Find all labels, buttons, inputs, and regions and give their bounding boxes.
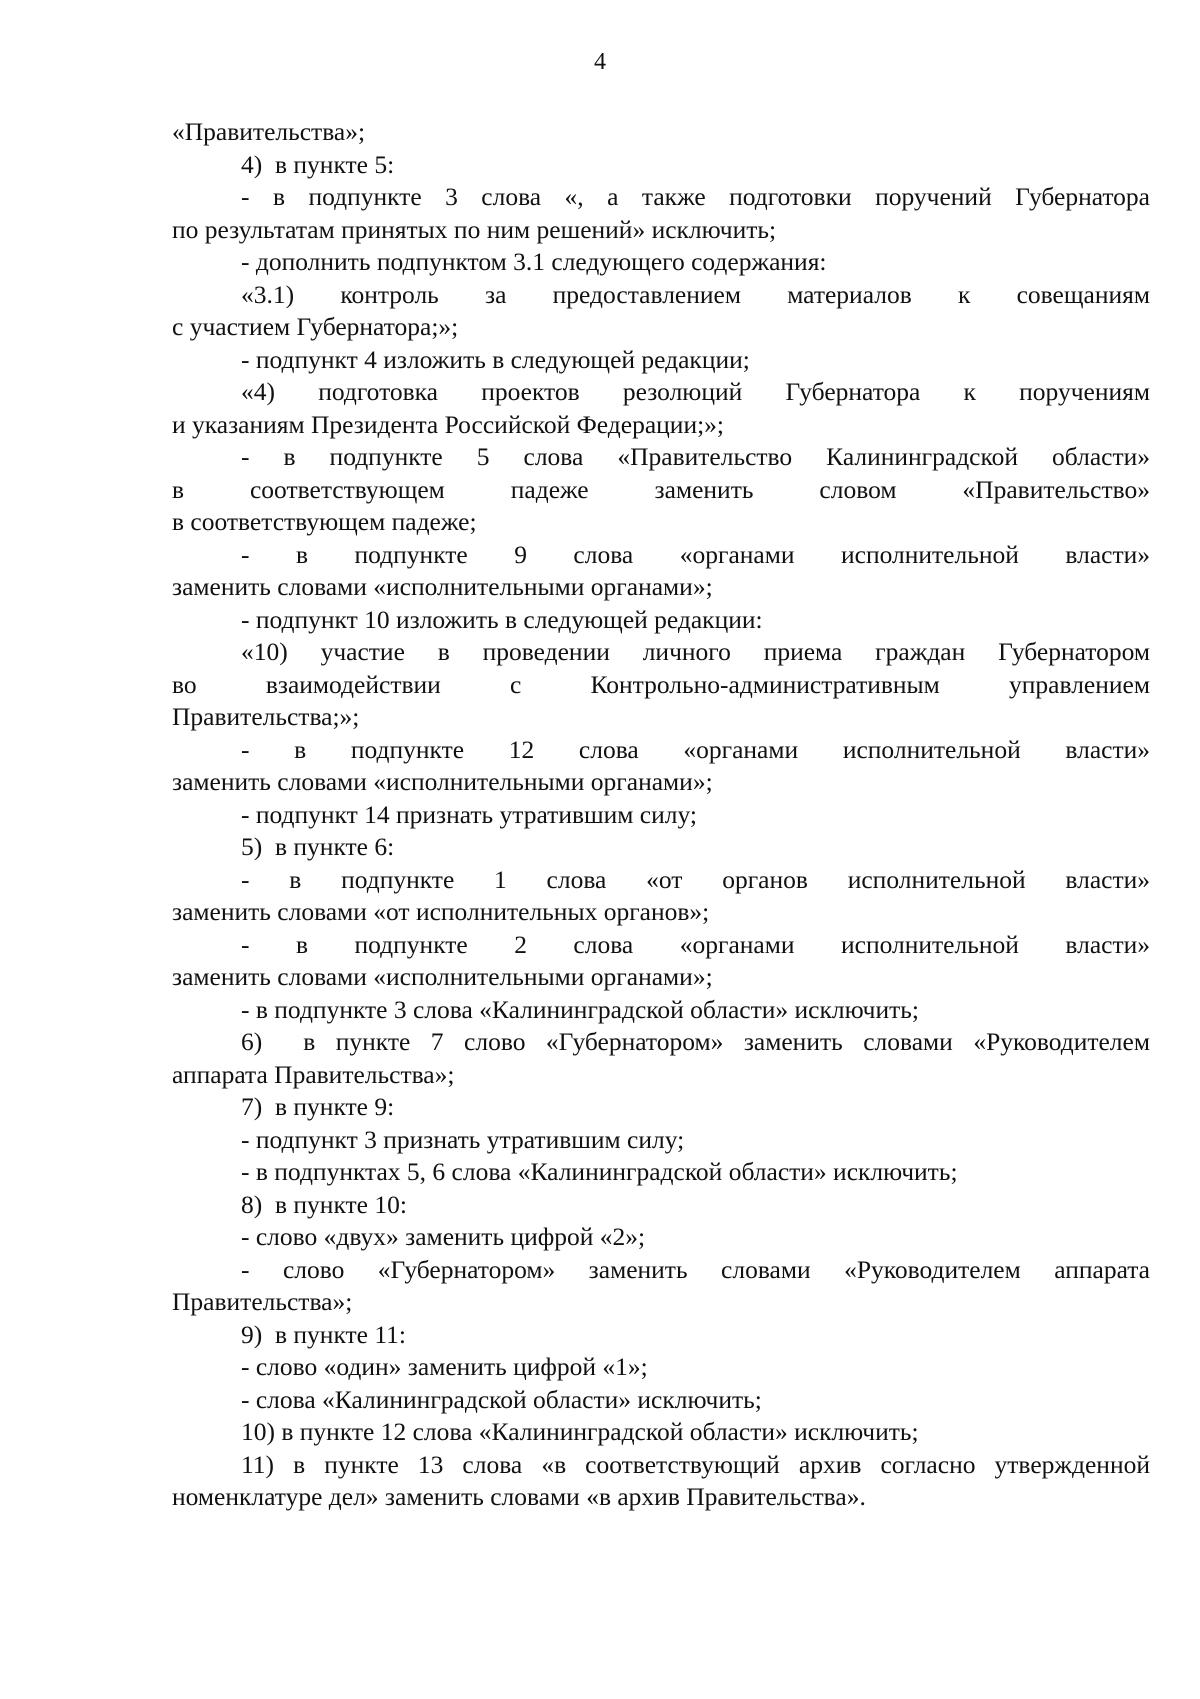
text-line: заменить словами «исполнительными органами»; bbox=[172, 962, 713, 991]
text-line: заменить словами «исполнительными органами»; bbox=[172, 572, 713, 601]
text-line: 5) в пункте 6: bbox=[241, 832, 395, 861]
text-line: 7) в пункте 9: bbox=[241, 1092, 395, 1121]
text-line: «Правительства»; bbox=[172, 117, 366, 146]
text-line: номенклатуре дел» заменить словами «в архив Правительства». bbox=[172, 1482, 866, 1511]
text-line: - слово «Губернатором» заменить словами «Руководителем аппарата bbox=[241, 1254, 1150, 1284]
text-line: в соответствующем падеже заменить словом «Правительство» bbox=[172, 474, 1150, 504]
document-body bbox=[172, 116, 1150, 1514]
text-line: аппарата Правительства»; bbox=[172, 1059, 455, 1089]
text-line: 4) в пункте 5: bbox=[241, 149, 395, 179]
text-line: 10) в пункте 12 слова «Калининградской области» исключить; bbox=[241, 1417, 919, 1446]
text-line: - в подпункте 3 слова «, а также подготовки поручений Губернатора bbox=[241, 182, 1150, 211]
text-line: «4) подготовка проектов резолюций Губернатора к поручениям bbox=[241, 377, 1150, 406]
text-line: - в подпункте 12 слова «органами исполнительной власти» bbox=[241, 734, 1150, 764]
text-line: - подпункт 14 признать утратившим силу; bbox=[241, 799, 697, 829]
text-line: - в подпункте 1 слова «от органов исполнительной власти» bbox=[241, 864, 1150, 894]
text-line: - слова «Калининградской области» исключить; bbox=[241, 1384, 762, 1414]
text-line: - в подпункте 3 слова «Калининградской области» исключить; bbox=[241, 994, 919, 1024]
text-line: с участием Губернатора;»; bbox=[172, 312, 459, 341]
page-number: 4 bbox=[594, 49, 606, 75]
text-line: Правительства»; bbox=[172, 1287, 353, 1316]
text-line: - подпункт 3 признать утратившим силу; bbox=[241, 1124, 685, 1154]
text-line: - слово «двух» заменить цифрой «2»; bbox=[241, 1222, 646, 1251]
text-line: и указаниям Президента Российской Федерации;»; bbox=[172, 409, 725, 439]
text-line: «10) участие в проведении личного приема граждан Губернатором bbox=[241, 637, 1150, 666]
text-line: - слово «один» заменить цифрой «1»; bbox=[241, 1352, 648, 1381]
text-line: - в подпункте 5 слова «Правительство Калининградской области» bbox=[241, 442, 1150, 471]
text-line: заменить словами «от исполнительных органов»; bbox=[172, 897, 710, 926]
text-line: - в подпункте 9 слова «органами исполнительной власти» bbox=[241, 539, 1150, 569]
text-line: 9) в пункте 11: bbox=[241, 1319, 406, 1349]
text-line: заменить словами «исполнительными органами»; bbox=[172, 767, 713, 796]
text-line: в соответствующем падеже; bbox=[172, 507, 477, 536]
text-line: - дополнить подпунктом 3.1 следующего содержания: bbox=[241, 247, 827, 276]
text-line: 11) в пункте 13 слова «в соответствующий архив согласно утвержденной bbox=[241, 1449, 1150, 1479]
text-line: по результатам принятых по ним решений» исключить; bbox=[172, 214, 777, 244]
text-line: - в подпунктах 5, 6 слова «Калининградской области» исключить; bbox=[241, 1157, 958, 1186]
text-line: 8) в пункте 10: bbox=[241, 1189, 407, 1219]
text-line: «3.1) контроль за предоставлением материалов к совещаниям bbox=[241, 279, 1150, 309]
text-line: во взаимодействии с Контрольно-административным управлением bbox=[172, 669, 1150, 699]
text-line: - подпункт 10 изложить в следующей редакции: bbox=[241, 604, 763, 634]
text-line: 6) в пункте 7 слово «Губернатором» заменить словами «Руководителем bbox=[241, 1027, 1150, 1056]
text-line: Правительства;»; bbox=[172, 702, 360, 731]
text-line: - в подпункте 2 слова «органами исполнительной власти» bbox=[241, 929, 1150, 959]
text-line: - подпункт 4 изложить в следующей редакции; bbox=[241, 344, 750, 374]
